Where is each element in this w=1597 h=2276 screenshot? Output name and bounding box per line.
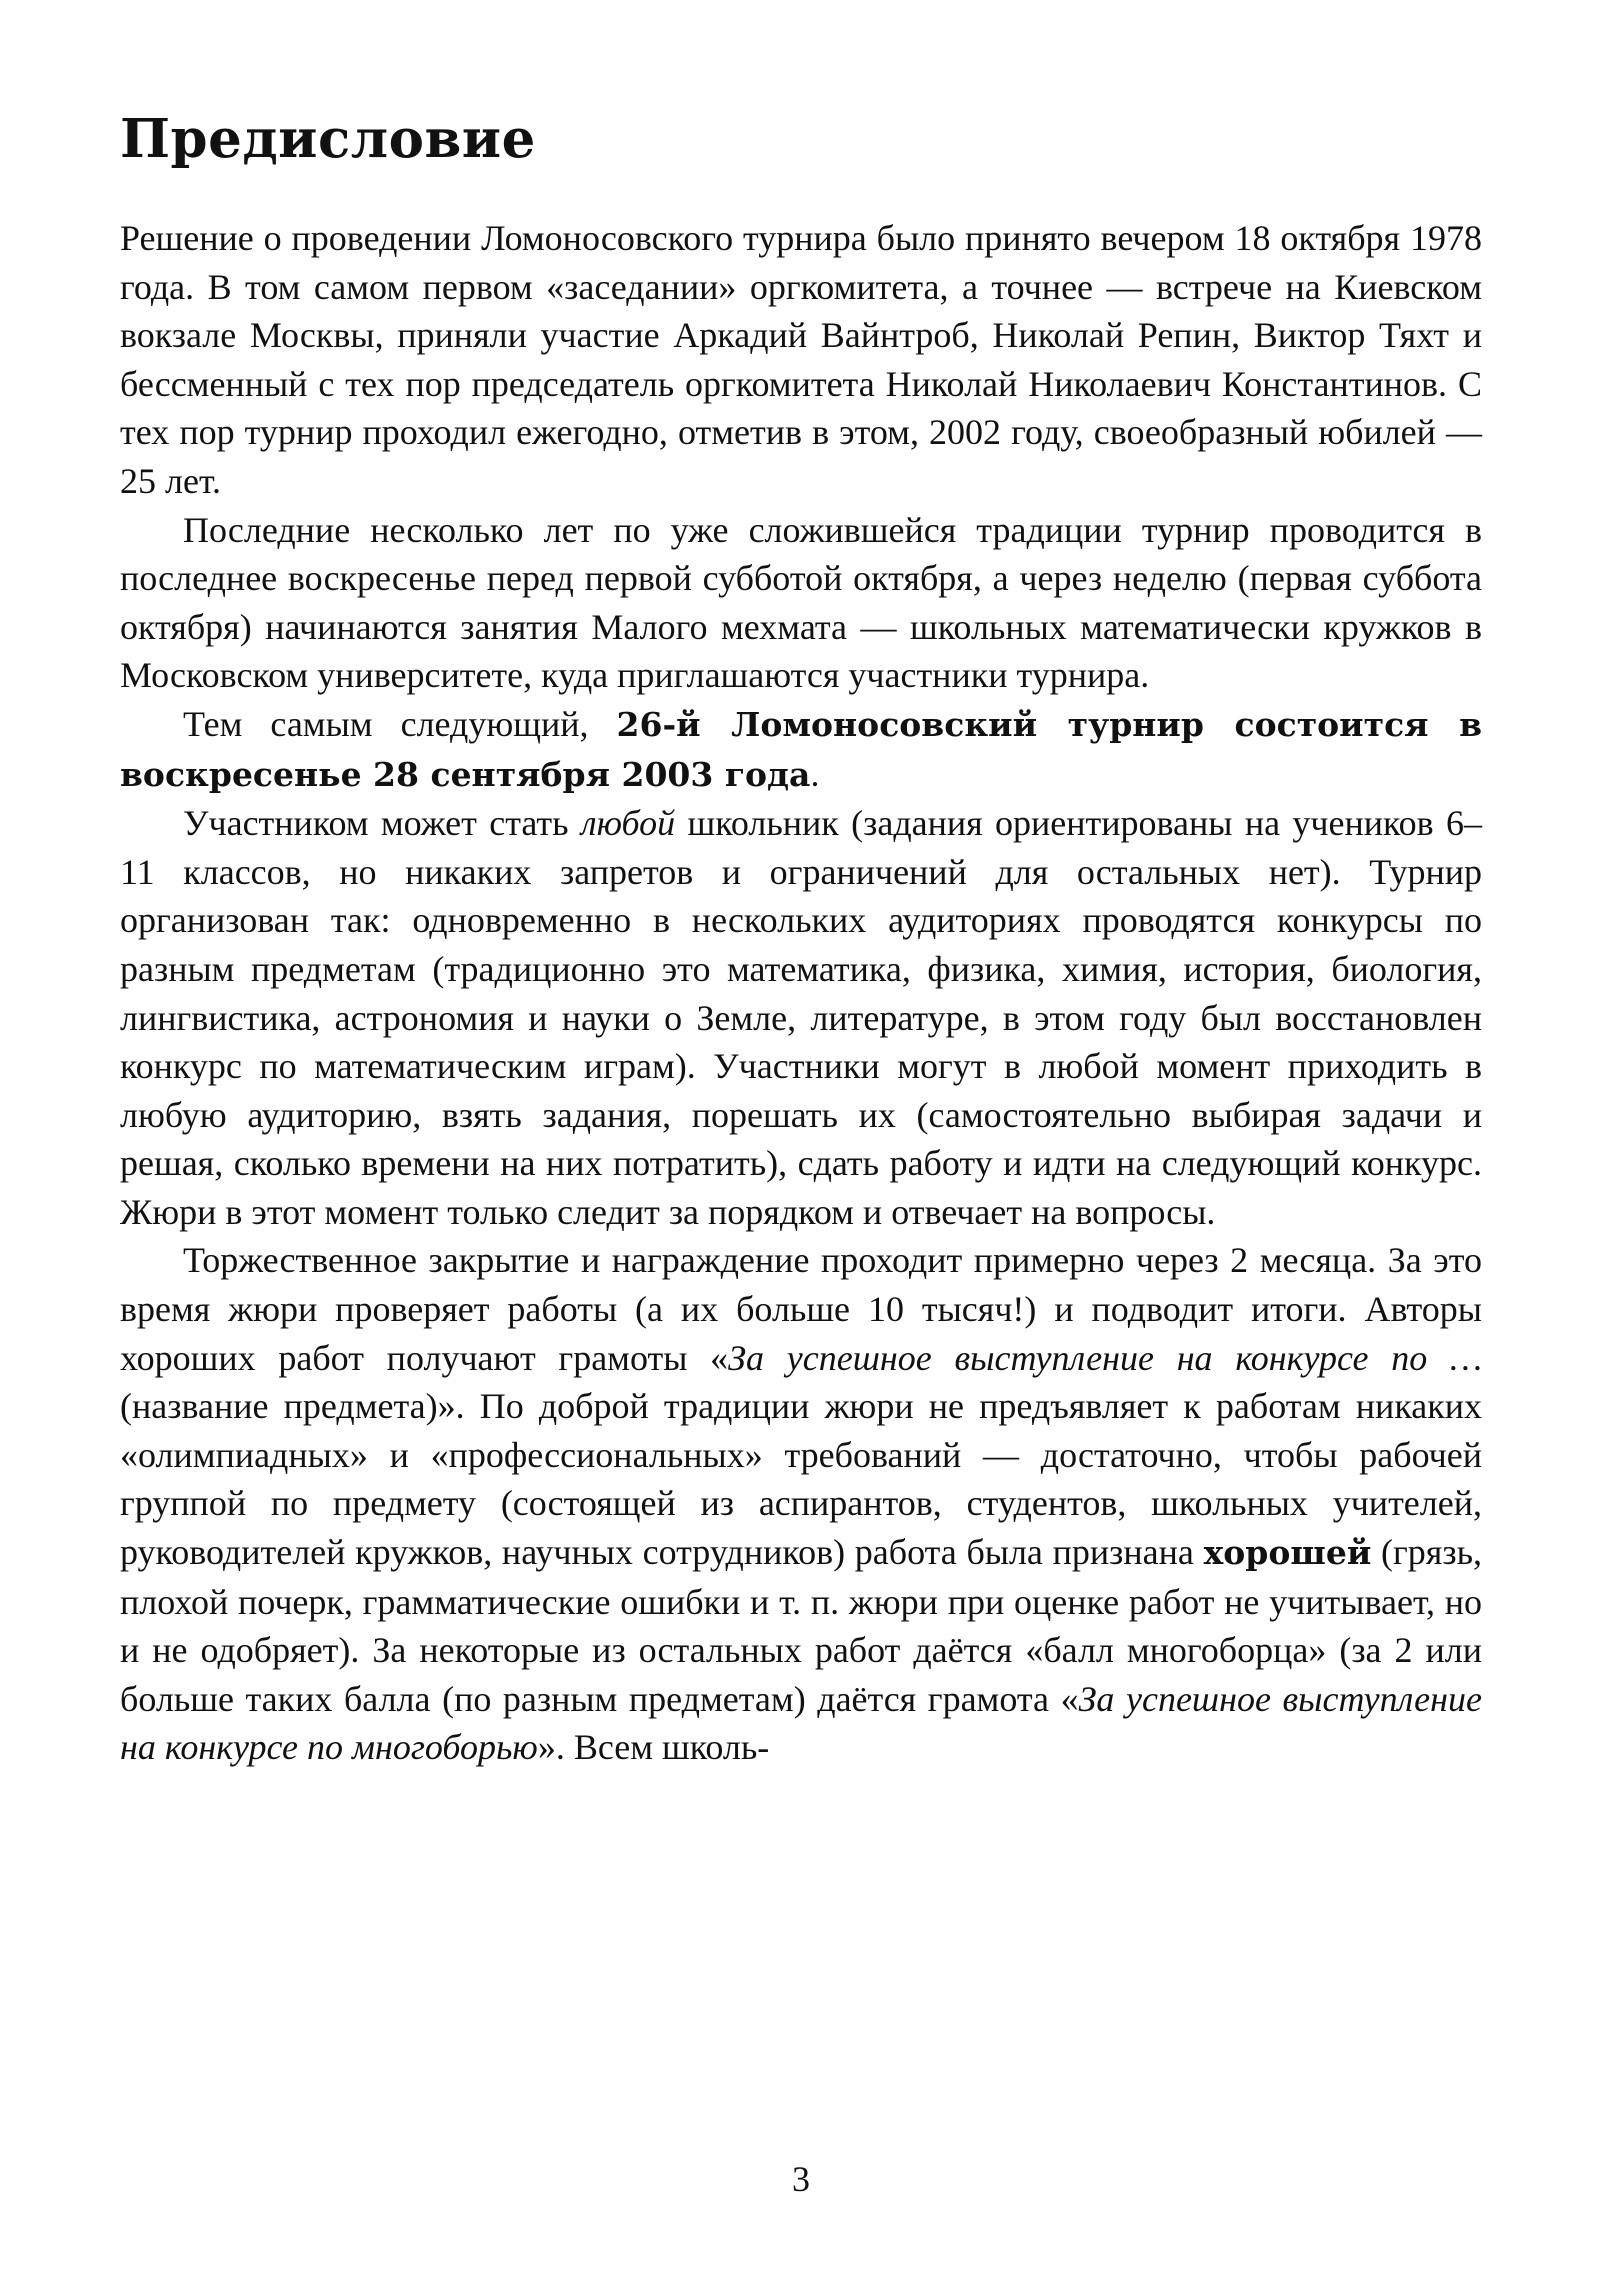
paragraph-4	[120, 799, 1482, 1236]
paragraph-1-text: Решение о проведении Ломоносовского турнира было принято вечером 18 октября 1978 года. В том самом первом «заседании» оргкомитета, а точнее — встрече на Киевском вокзале Москвы, приняли участие Аркадий Вайнтроб, Николай Репин, Виктор Тяхт и бессменный с тех пор председатель оргкомитета Николай Николаевич Константинов. С тех пор турнир проходил ежегодно, отметив в этом, 2002 году, своеобразный юбилей — 25 лет.	[120, 218, 1482, 501]
paragraph-5-text-4: ». Всем школь-	[537, 1727, 770, 1768]
paragraph-3-text-start: Тем самым следующий,	[183, 703, 617, 744]
paragraph-5-text-2: (название предмета)». По доброй традиции жюри не предъявляет к работам никаких «олимпиадных» и «профессиональных» требований — достаточно, чтобы рабочей группой по предмету (состоящей из аспирантов, студентов, школьных учителей, руководителей кружков, научных сотрудников) работа была признана	[120, 1386, 1482, 1573]
paragraph-1	[120, 214, 1482, 506]
document-page	[120, 100, 1482, 2276]
paragraph-3-text-end: .	[810, 753, 820, 794]
page-title: Предисловие	[120, 108, 536, 170]
paragraph-3	[120, 700, 1482, 799]
certificate-title-emphasis: За успешное выступление на конкурсе по …	[728, 1337, 1482, 1378]
paragraph-5-text-3: (грязь, плохой почерк, грамматические ошибки и т. п. жюри при оценке работ не учитывает, но и не одобряет). За некоторые из остальных работ даётся «балл многоборца» (за 2 или больше таких балла (по разным предметам) даётся грамота «	[120, 1532, 1483, 1719]
paragraph-2	[120, 506, 1482, 700]
page-number: 3	[792, 2159, 810, 2199]
paragraph-2-text: Последние несколько лет по уже сложившейся традиции турнир проводится в последнее воскресенье перед первой субботой октября, а через неделю (первая суббота октября) начинаются занятия Малого мехмата — школьных математически кружков в Московском университете, куда приглашаются участники турнира.	[120, 509, 1482, 696]
preface-body	[120, 214, 1482, 1772]
allround-certificate-emphasis: За успешное выступление на конкурсе по многоборью	[120, 1678, 1482, 1768]
good-work-emphasis: хорошей	[1203, 1533, 1372, 1573]
paragraph-4-text-end: школьник (задания ориентированы на учеников 6–11 классов, но никаких запретов и ограничений для остальных нет). Турнир организован так: одновременно в нескольких аудиториях проводятся конкурсы по разным предметам (традиционно это математика, физика, химия, история, биология, лингвистика, астрономия и науки о Земле, литературе, в этом году был восстановлен конкурс по математическим играм). Участники могут в любой момент приходить в любую аудиторию, взять задания, порешать их (самостоятельно выбирая задачи и решая, сколько времени на них потратить), сдать работу и идти на следующий конкурс. Жюри в этот момент только следит за порядком и отвечает на вопросы.	[120, 803, 1482, 1232]
paragraph-5	[120, 1236, 1482, 1772]
any-student-emphasis: любой	[580, 803, 676, 844]
tournament-date-emphasis: 26-й Ломоносовский турнир состоится в воскресенье 28 сентября 2003 года	[120, 704, 1483, 794]
paragraph-5-text-1: Торжественное закрытие и награждение проходит примерно через 2 месяца. За это время жюри проверяет работы (а их больше 10 тысяч!) и подводит итоги. Авторы хороших работ получают грамоты «	[120, 1240, 1482, 1378]
paragraph-4-text-start: Участником может стать	[183, 803, 581, 844]
